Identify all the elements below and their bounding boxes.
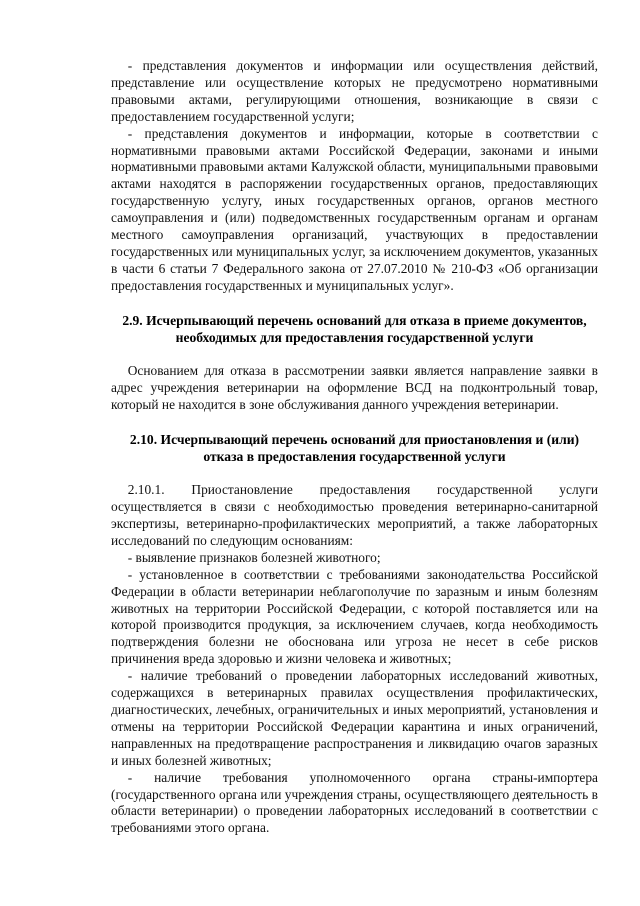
section-2-9-heading: 2.9. Исчерпывающий перечень оснований для отказа в приеме документов, необходимых для предоставления государственной услуги	[122, 312, 587, 345]
clause-2-10-1: 2.10.1. Приостановление предоставления государственной услуги осуществляется в связи с необходимостью проведения ветеринарно-санитарной экспертизы, ветеринарно-профилактических мероприятий, а также лабораторных исследований по следующим основаниям:	[111, 482, 598, 548]
ground-territory-unfavorable: - установленное в соответствии с требованиями законодательства Российской Федерации в области ветеринарии неблагополучие по заразным и иным болезням животных на территории Российской Федерации, с которой поставляется или на которой производится продукция, за исключением случаев, когда необходимость подтверждения болезни не обоснована или угроза не несет в себе рисков причинения вреда здоровью и жизни человека и животных;	[111, 566, 598, 667]
paragraph-no-excessive-documents: - представления документов и информации или осуществления действий, представление или осуществление которых не предусмотрено нормативными правовыми актами, регулирующими отношения, возникающие в связи с предоставлением государственной услуги;	[111, 58, 598, 124]
section-2-10-heading: 2.10. Исчерпывающий перечень оснований для приостановления и (или) отказа в предоставления государственной услуги	[129, 431, 580, 465]
ground-disease-signs: - выявление признаков болезней животного;	[127, 549, 381, 565]
ground-importer-requirement: - наличие требования уполномоченного органа страны-импортера (государственного органа или учреждения страны, осуществляющего деятельность в области ветеринарии) о проведении лабораторных исследований в соответствии с требованиями этого органа.	[111, 769, 598, 836]
paragraph-no-documents-held-by-agencies: - представления документов и информации, которые в соответствии с нормативными правовыми актами Российской Федерации, законами и иными нормативными правовыми актами Калужской области, муниципальными правовыми актами находятся в распоряжении государственных органов, предоставляющих государственную услугу, иных государственных органов, органов местного самоуправления и (или) подведомственных государственным органам и органам местного самоуправления организаций, участвующих в предоставлении государственных или муниципальных услуг, за исключением документов, указанных в части 6 статьи 7 Федерального закона от 27.07.2010 № 210-ФЗ «Об организации предоставления государственных и муниципальных услуг».	[111, 125, 598, 293]
section-2-9-body: Основанием для отказа в рассмотрении заявки является направление заявки в адрес учреждения ветеринарии на оформление ВСД на подконтрольный товар, который не находится в зоне обслуживания данного учреждения ветеринарии.	[111, 363, 598, 412]
ground-lab-research-requirements: - наличие требований о проведении лабораторных исследований животных, содержащихся в ветеринарных правилах осуществления профилактических, диагностических, лечебных, ограничительных и иных мероприятий, установления и отмены на территории Российской Федерации карантина и иных ограничений, направленных на предотвращение распространения и ликвидацию очагов заразных и иных болезней животных;	[111, 668, 598, 768]
